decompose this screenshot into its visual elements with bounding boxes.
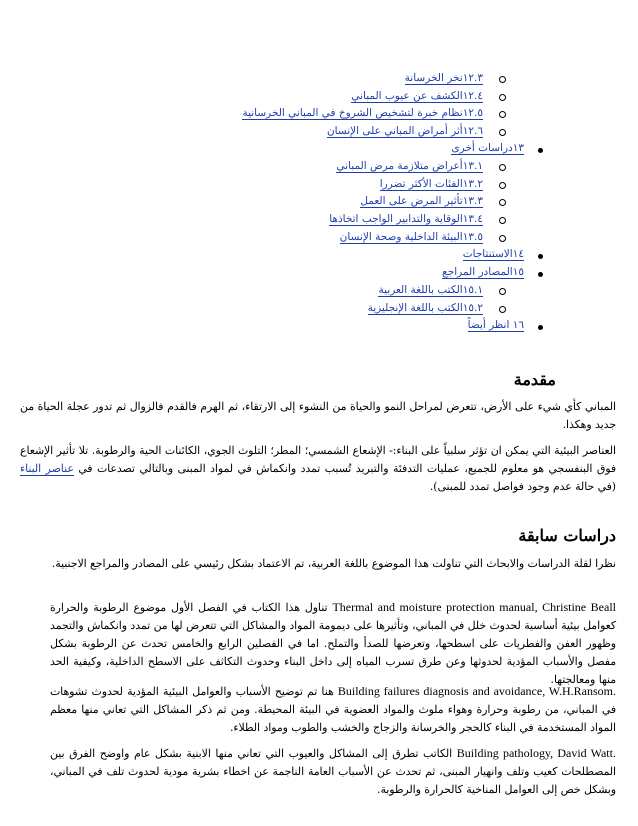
toc-item-15-1 <box>378 283 483 298</box>
intro-paragraph-2 <box>20 442 616 496</box>
previous-paragraph-2 <box>50 598 616 689</box>
toc-item-13 <box>451 141 524 156</box>
book-title-watt: Building pathology, David Watt. <box>456 746 616 760</box>
toc-bullet <box>538 272 543 277</box>
toc-item-14 <box>463 247 524 262</box>
toc-item-12-5 <box>242 106 483 121</box>
toc-bullet <box>499 217 506 224</box>
toc-link[interactable]: ١٣.١أعراض متلازمة مرض المباني <box>336 160 483 172</box>
intro-paragraph-2-text: العناصر البيئية التي يمكن ان تؤثر سلبياً على البناء:- الإشعاع الشمسي؛ المطر؛ التلوث الجوي، الكائنات الحية والرطوبة. تلا تأثير الإشعاع فوق البنفسجي هو معلوم للجميع، عمليات التدفئة والتبريد تُسبب تمدد وانكماش في لمواد المبنى وبالتالي تصدعات في <box>20 444 616 475</box>
toc-bullet <box>499 288 506 295</box>
toc-link[interactable]: ١٢.٦أثر أمراض المباني على الإنسان <box>326 125 483 137</box>
toc-link[interactable]: ١٣.٢الفئات الأكثر تضررا <box>379 178 483 190</box>
toc-link[interactable]: ١٣.٣تأثير المرض على العمل <box>360 195 483 207</box>
toc-bullet <box>499 306 506 313</box>
toc-link[interactable]: ١٣.٥البيئة الداخلية وصحة الإنسان <box>339 231 483 243</box>
toc-item-12-6 <box>327 124 483 139</box>
intro-heading: مقدمة <box>513 370 556 389</box>
toc-bullet <box>538 325 543 330</box>
toc-item-13-5 <box>340 230 483 245</box>
toc-link[interactable]: ١٥.٢الكتب باللغة الإنجليزية <box>367 302 483 314</box>
book-summary-ransom: هنا تم توضيح الأسباب والعوامل البيئية المؤدية لحدوث تشوهات في المباني، من رطوبة وحرارة وهواء ملوث والمواد العضوية في البيئة المحيطة. ومن ثم ذكر المشاكل التي تعاني منها معظم المواد المستخدمة في البناء كالحجر والخرسانة والزجاج والخشب والطوب ومواد الطلاء. <box>50 685 616 734</box>
toc-link[interactable]: ١٢.٥نظام خبرة لتشخيص الشروخ في المباني الخرسانية <box>242 107 483 119</box>
toc-item-13-2 <box>380 177 483 192</box>
book-summary-beall: تناول هذا الكتاب في الفصل الأول موضوع الرطوبة والحرارة كعوامل بيئية أساسية لحدوث خلل في المباني، وتأثيرها على ديمومة المواد والمشاكل التي تتعرض لها من تمدد وانكماش والتجمد وظهور العفن والفطريات على اسطحها، وتعرضها للصدأ والتملح. اما في الفصلين الرابع والخامس تحدث عن الرطوبة بشكل مفصل والأسباب المؤدية لحدوثها وعن طرق تسرب المياه إلى داخل البناء وحدوث التكاثف على الاسطح الداخلية، وكيفية الحد منها ومعالجتها. <box>50 601 616 686</box>
toc-link[interactable]: ١٥.١الكتب باللغة العربية <box>378 284 483 296</box>
book-title-ransom: Building failures diagnosis and avoidance, W.H.Ransom. <box>337 684 616 698</box>
toc-bullet <box>499 164 506 171</box>
intro-paragraph-1: المباني كأي شيء على الأرض، تتعرض لمراحل النمو والحياة من النشوء إلى الارتقاء، ثم الهرم فالقدم فالزوال ثم تدور عجلة الحياة من جديد وهكذا. <box>20 400 616 431</box>
toc-item-13-3 <box>360 194 483 209</box>
intro-paragraph-2-tail: (في حالة عدم وجود فواصل تمدد للمبنى). <box>429 480 616 493</box>
toc-link[interactable]: ١٦ انظر أيضاً <box>467 319 524 331</box>
toc-bullet <box>499 182 506 189</box>
toc-link[interactable]: ١٤الاستنتاجات <box>462 248 524 260</box>
toc-link[interactable]: ١٢.٣نخر الخرسانة <box>404 72 483 84</box>
toc-item-12-3 <box>405 71 483 86</box>
toc-bullet <box>499 235 506 242</box>
toc-item-13-1 <box>336 159 483 174</box>
toc-bullet <box>538 254 543 259</box>
previous-paragraph-1: نظرا لقلة الدراسات والابحاث التي تناولت هذا الموضوع باللغة العربية، تم الاعتماد بشكل رئيسي على المصادر والمراجع الاجنبية. <box>51 557 616 570</box>
toc-item-15 <box>442 265 524 280</box>
toc-link[interactable]: ١٣دراسات أخرى <box>451 142 524 154</box>
building-elements-link[interactable]: عناصر البناء <box>20 462 74 475</box>
toc-bullet <box>499 94 506 101</box>
toc-link[interactable]: ١٢.٤الكشف عن عيوب المباني <box>351 90 483 102</box>
book-title-beall: Thermal and moisture protection manual, Christine Beall <box>332 600 616 614</box>
previous-paragraph-4 <box>50 744 616 799</box>
toc-link[interactable]: ١٥المصادر المراجع <box>442 266 524 278</box>
toc-bullet <box>499 111 506 118</box>
toc-link[interactable]: ١٣.٤الوقاية والتدابير الواجب اتخاذها <box>329 213 483 225</box>
toc-item-13-4 <box>329 212 483 227</box>
toc-item-15-2 <box>368 301 483 316</box>
toc-item-16 <box>468 318 524 333</box>
book-summary-watt: الكاتب تطرق إلى المشاكل والعيوب التي تعاني منها الابنية بشكل عام واوضح الفرق بين المصطلحات كعيب وتلف وانهيار المبنى، ثم تحدث عن الأسباب العامة الناجمة عن اخطاء بشرية مودية لحدوث تلف في المباني، وبشكل خص إلى العوامل المناخية كالحرارة والرطوبة. <box>50 747 616 796</box>
toc-item-12-4 <box>351 89 483 104</box>
toc-bullet <box>538 148 543 153</box>
toc-bullet <box>499 76 506 83</box>
previous-studies-heading: دراسات سابقة <box>518 526 616 545</box>
toc-bullet <box>499 199 506 206</box>
previous-paragraph-3 <box>50 682 616 737</box>
toc-bullet <box>499 129 506 136</box>
